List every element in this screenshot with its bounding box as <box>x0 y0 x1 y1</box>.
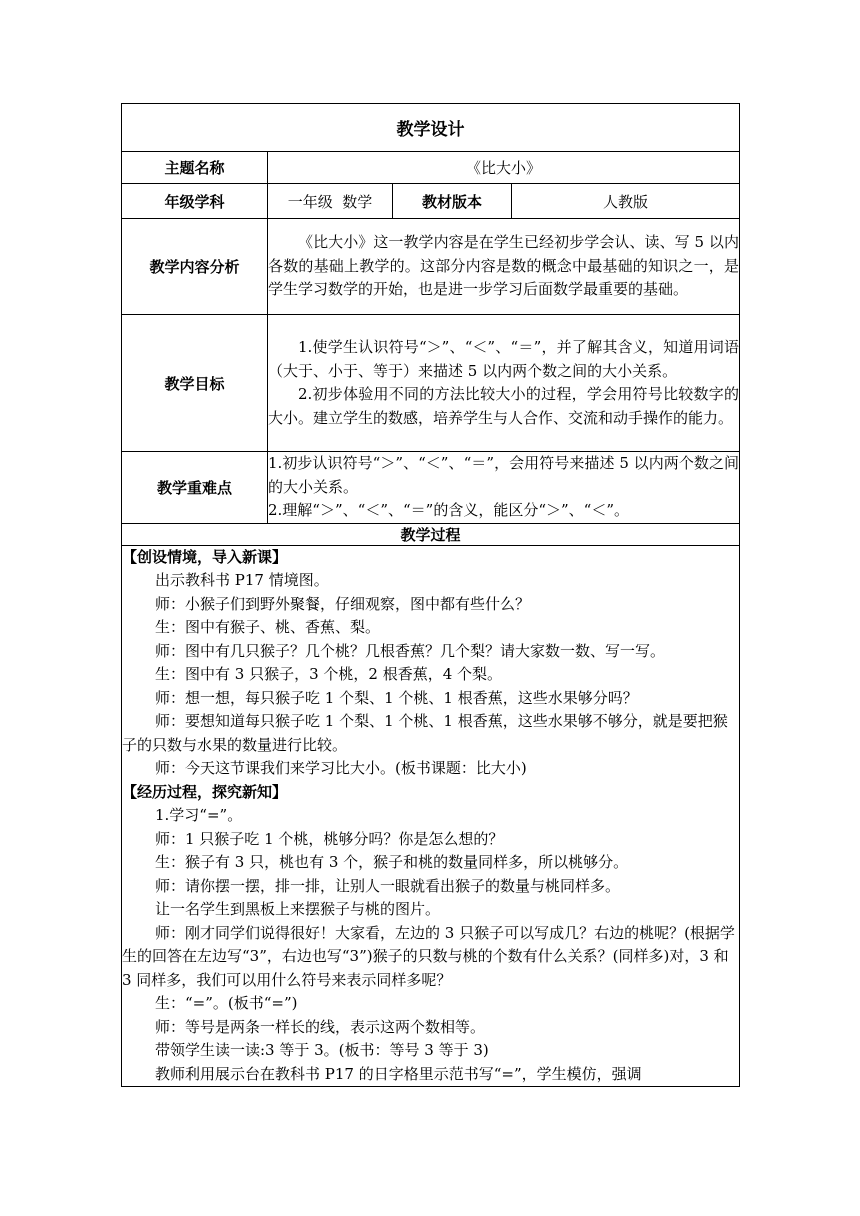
process-line: 出示教科书 P17 情境图。 <box>155 571 329 589</box>
grade-value: 一年级 数学 <box>268 184 393 219</box>
keypoints-label: 教学重难点 <box>122 452 268 524</box>
process-line: 1.学习“=”。 <box>155 806 243 824</box>
analysis-cell <box>268 219 740 315</box>
document-title: 教学设计 <box>122 104 740 152</box>
process-line: 师：图中有几只猴子？几个桃？几根香蕉？几个梨？请大家数一数、写一写。 <box>155 641 666 660</box>
process-heading: 教学过程 <box>122 523 740 545</box>
goals-cell <box>268 315 740 452</box>
process-line: 生：“=”。(板书“=”) <box>155 994 298 1012</box>
process-heading-2: 【经历过程，探究新知】 <box>122 782 288 801</box>
process-line: 师：要想知道每只猴子吃 1 个梨、1 个桃、1 根香蕉，这些水果够不够分，就是要把猴子的只数与水果的数量进行比较。 <box>122 712 728 754</box>
analysis-label: 教学内容分析 <box>122 219 268 315</box>
topic-label: 主题名称 <box>122 152 268 184</box>
process-line: 生：图中有猴子、桃、香蕉、梨。 <box>155 618 381 636</box>
process-line: 让一名学生到黑板上来摆猴子与桃的图片。 <box>155 900 441 918</box>
process-line: 师：小猴子们到野外聚餐，仔细观察，图中都有些什么？ <box>155 594 531 613</box>
process-line: 师：请你摆一摆，排一排，让别人一眼就看出猴子的数量与桃同样多。 <box>155 876 621 895</box>
process-line: 生：图中有 3 只猴子，3 个桃，2 根香蕉，4 个梨。 <box>155 665 503 683</box>
process-line: 带领学生读一读:3 等于 3。(板书：等号 3 等于 3) <box>155 1041 489 1059</box>
process-line: 师：1 只猴子吃 1 个桃，桃够分吗？你是怎么想的？ <box>155 829 504 848</box>
topic-value: 《比大小》 <box>268 152 740 184</box>
grade-label: 年级学科 <box>122 184 268 219</box>
goal-item: 1.使学生认识符号“＞”、“＜”、“＝”，并了解其含义，知道用词语（大于、小于、等于）来描述 5 以内两个数之间的大小关系。 <box>268 338 739 380</box>
process-line: 师：今天这节课我们来学习比大小。(板书课题：比大小) <box>155 759 527 777</box>
textbook-value: 人教版 <box>512 184 740 219</box>
lesson-plan-table <box>121 103 740 1087</box>
process-line: 师：刚才同学们说得很好！大家看，左边的 3 只猴子可以写成几？右边的桃呢？(根据学生的回答在左边写“3”，右边也写“3”)猴子的只数与桃的个数有什么关系？(同样多)对，3 和 3 同样多，我们可以用什么符号来表示同样多呢？ <box>122 923 735 989</box>
keypoint-item: 1.初步认识符号“＞”、“＜”、“＝”，会用符号来描述 5 以内两个数之间的大小关系。 <box>268 454 739 496</box>
textbook-label: 教材版本 <box>393 184 512 219</box>
goal-item: 2.初步体验用不同的方法比较大小的过程，学会用符号比较数字的大小。建立学生的数感，培养学生与人合作、交流和动手操作的能力。 <box>268 385 739 427</box>
process-line: 生：猴子有 3 只，桃也有 3 个，猴子和桃的数量同样多，所以桃够分。 <box>155 853 629 871</box>
process-line: 师：想一想，每只猴子吃 1 个梨、1 个桃、1 根香蕉，这些水果够分吗？ <box>155 688 638 707</box>
process-cell <box>122 545 740 1087</box>
process-line: 师：等号是两条一样长的线，表示这两个数相等。 <box>155 1017 486 1036</box>
goals-label: 教学目标 <box>122 315 268 452</box>
process-line: 教师利用展示台在教科书 P17 的日字格里示范书写“=”，学生模仿，强调 <box>155 1064 642 1083</box>
keypoint-item: 2.理解“＞”、“＜”、“＝”的含义，能区分“＞”、“＜”。 <box>268 501 629 519</box>
process-heading-1: 【创设情境，导入新课】 <box>122 547 288 566</box>
keypoints-cell <box>268 452 740 524</box>
analysis-text: 《比大小》这一教学内容是在学生已经初步学会认、读、写 5 以内各数的基础上教学的。这部分内容是数的概念中最基础的知识之一，是学生学习数学的开始，也是进一步学习后面数学最重要的基础。 <box>268 233 739 299</box>
